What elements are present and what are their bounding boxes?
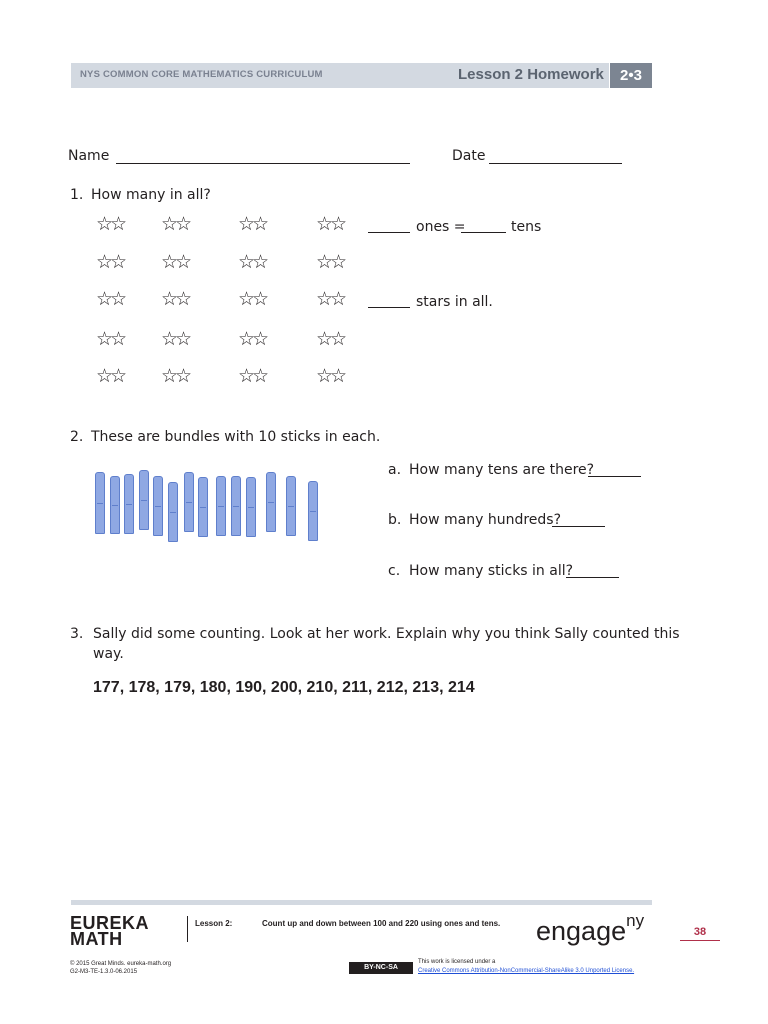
ones-blank[interactable]: [368, 232, 410, 233]
bundle-stick: [184, 472, 194, 532]
bundle-stick: [124, 474, 134, 534]
star-pair-icon: ☆☆: [316, 328, 345, 350]
star-pair-icon: ☆☆: [316, 251, 345, 273]
copyright: [70, 960, 171, 976]
eureka-math-logo: [70, 915, 149, 947]
star-pair-icon: ☆☆: [238, 251, 267, 273]
star-pair-icon: ☆☆: [316, 288, 345, 310]
bundle-stick: [308, 481, 318, 541]
cc-license-badge: BY-NC-SA: [349, 962, 413, 974]
tens-blank[interactable]: [461, 232, 506, 233]
footer-lesson-label: Lesson 2:: [195, 919, 233, 928]
q2b-text: How many hundreds?: [409, 512, 561, 528]
q3-number: 3.: [70, 626, 84, 642]
lesson-badge: 2•3: [610, 63, 652, 88]
star-pair-icon: ☆☆: [238, 328, 267, 350]
date-blank[interactable]: [489, 163, 622, 164]
stars-total-blank[interactable]: [368, 307, 410, 308]
bundle-stick: [216, 476, 226, 536]
bundle-stick: [168, 482, 178, 542]
bundle-stick: [95, 472, 105, 534]
engageny-logo: [536, 911, 645, 947]
lesson-title: Lesson 2 Homework: [458, 66, 604, 83]
bundle-stick: [231, 476, 241, 536]
bundle-stick: [246, 477, 256, 537]
star-pair-icon: ☆☆: [316, 365, 345, 387]
star-pair-icon: ☆☆: [316, 213, 345, 235]
footer-divider: [187, 916, 188, 942]
footer-rule: [71, 900, 652, 905]
logo-line1: EUREKA: [70, 913, 150, 933]
star-pair-icon: ☆☆: [96, 365, 125, 387]
tens-label: tens: [511, 219, 542, 235]
bundle-stick: [139, 470, 149, 530]
q1-prompt: How many in all?: [91, 187, 211, 203]
license-link[interactable]: Creative Commons Attribution-NonCommercial-ShareAlike 3.0 Unported License.: [418, 968, 635, 974]
star-pair-icon: ☆☆: [96, 288, 125, 310]
q2-prompt: These are bundles with 10 sticks in each.: [91, 429, 381, 445]
copyright-line2: G2-M3-TE-1.3.0-06.2015: [70, 969, 138, 975]
star-pair-icon: ☆☆: [238, 213, 267, 235]
name-label: Name: [68, 148, 110, 164]
q3-prompt-line2: way.: [93, 646, 124, 662]
engage-text: engage: [536, 916, 627, 946]
q2b-letter: b.: [388, 512, 402, 528]
q2-number: 2.: [70, 429, 84, 445]
star-pair-icon: ☆☆: [161, 251, 190, 273]
bundle-stick: [286, 476, 296, 536]
tens-answer-blank[interactable]: [588, 476, 641, 477]
q2a-text: How many tens are there?: [409, 462, 595, 478]
bundle-stick: [198, 477, 208, 537]
bundle-stick: [153, 476, 163, 536]
copyright-line1: © 2015 Great Minds. eureka-math.org: [70, 961, 172, 967]
star-pair-icon: ☆☆: [96, 213, 125, 235]
q2c-letter: c.: [388, 563, 401, 579]
date-label: Date: [452, 148, 486, 164]
q1-number: 1.: [70, 187, 84, 203]
footer-lesson-desc: Count up and down between 100 and 220 using ones and tens.: [262, 919, 501, 928]
star-pair-icon: ☆☆: [161, 365, 190, 387]
name-blank[interactable]: [116, 163, 410, 164]
engage-sup: ny: [626, 911, 645, 930]
star-pair-icon: ☆☆: [161, 213, 190, 235]
stars-total-label: stars in all.: [416, 294, 493, 310]
page-number: 38: [680, 926, 720, 941]
star-pair-icon: ☆☆: [96, 251, 125, 273]
sticks-answer-blank[interactable]: [566, 577, 619, 578]
hundreds-answer-blank[interactable]: [552, 526, 605, 527]
q2c-text: How many sticks in all?: [409, 563, 574, 579]
curriculum-title: NYS COMMON CORE MATHEMATICS CURRICULUM: [80, 69, 323, 80]
counting-sequence: 177, 178, 179, 180, 190, 200, 210, 211, 212, 213, 214: [93, 679, 475, 696]
q3-prompt-line1: Sally did some counting. Look at her work. Explain why you think Sally counted this: [93, 626, 680, 642]
bundle-stick: [110, 476, 120, 534]
star-pair-icon: ☆☆: [96, 328, 125, 350]
ones-label: ones =: [416, 219, 466, 235]
star-pair-icon: ☆☆: [161, 328, 190, 350]
q2a-letter: a.: [388, 462, 402, 478]
bundle-stick: [266, 472, 276, 532]
logo-line2: MATH: [70, 929, 123, 949]
star-pair-icon: ☆☆: [238, 365, 267, 387]
star-pair-icon: ☆☆: [161, 288, 190, 310]
star-pair-icon: ☆☆: [238, 288, 267, 310]
license-text: This work is licensed under a: [418, 959, 496, 965]
